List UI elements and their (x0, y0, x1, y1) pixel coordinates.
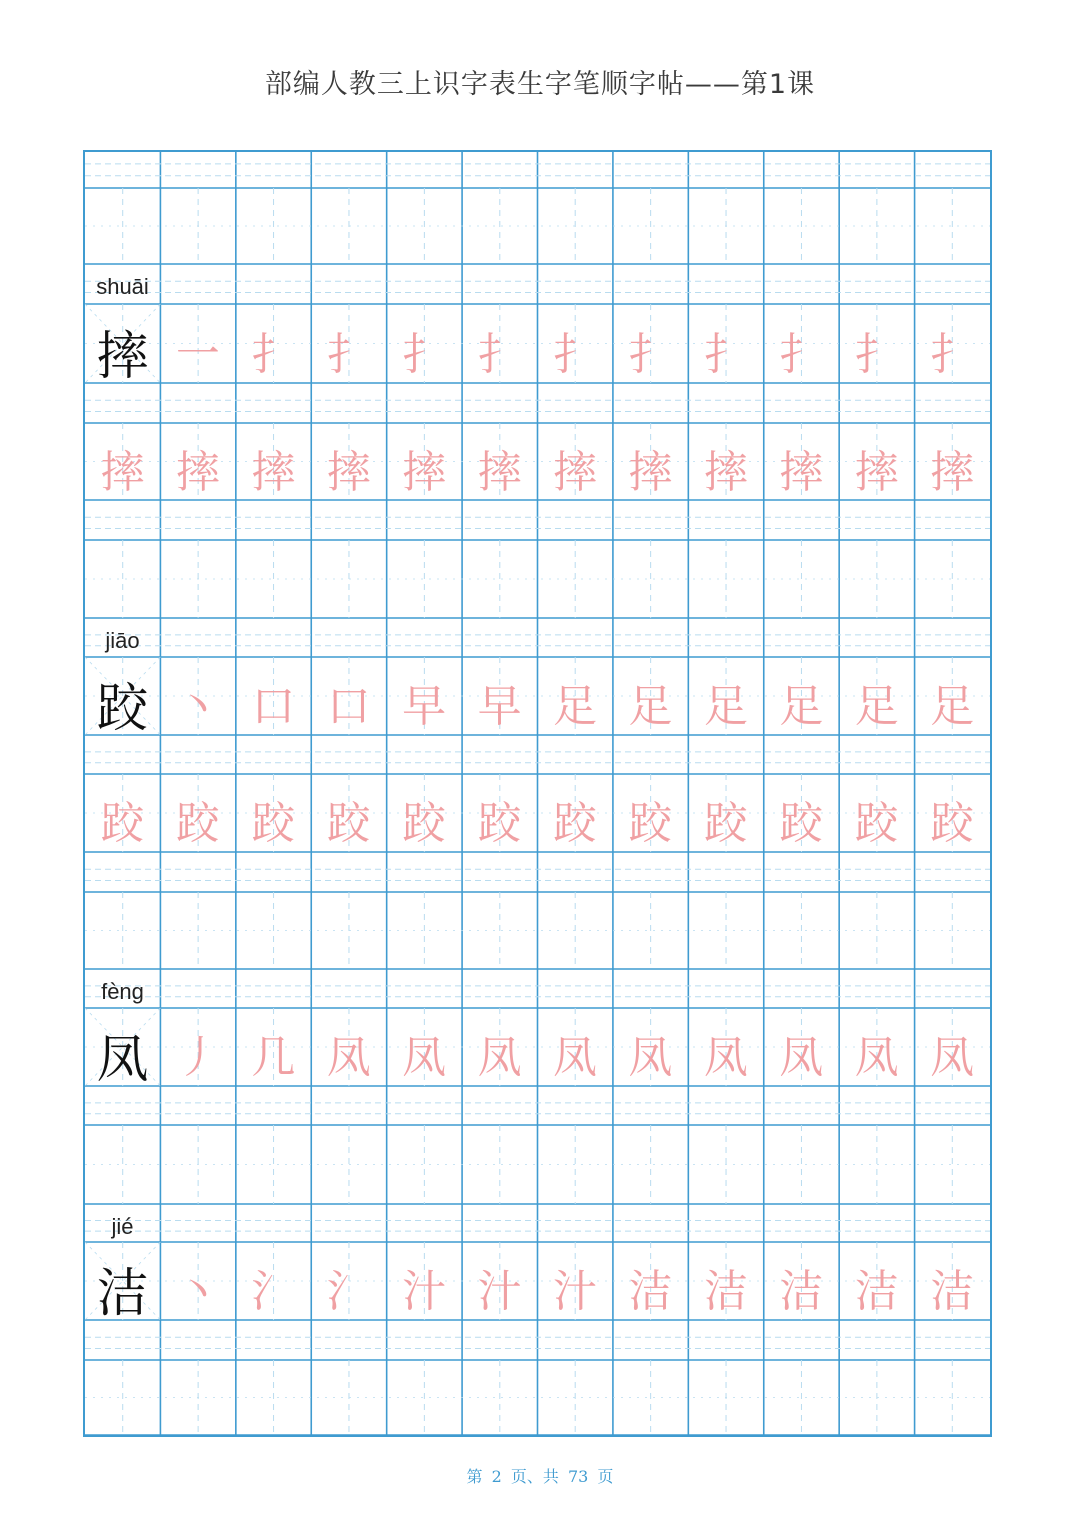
stroke-step-character: 洁 (779, 1266, 824, 1317)
stroke-step-character: 凤 (477, 1032, 522, 1083)
stroke-step-character: 跤 (930, 798, 975, 849)
stroke-step-character: 摔 (854, 446, 899, 498)
stroke-step-character: 摔 (930, 446, 975, 498)
stroke-step-character: 凤 (402, 1032, 447, 1083)
stroke-step-character: 跤 (779, 798, 824, 849)
model-character: 跤 (96, 679, 149, 739)
stroke-step-character: 摔 (477, 446, 522, 498)
stroke-step-character: 足 (779, 681, 824, 732)
stroke-step-character: 凤 (703, 1032, 748, 1083)
stroke-step-character: 跤 (175, 798, 220, 849)
stroke-step-character: 扌 (553, 328, 597, 380)
stroke-step-character: 足 (930, 681, 975, 732)
stroke-step-character: 洁 (930, 1266, 975, 1317)
stroke-step-character: 氵 (251, 1266, 296, 1317)
stroke-step-character: 扌 (703, 328, 748, 380)
stroke-step-character: 凤 (326, 1032, 371, 1083)
stroke-step-character: 口 (251, 681, 296, 732)
stroke-step-character: 凤 (553, 1032, 597, 1083)
stroke-step-character: 丶 (175, 1266, 220, 1317)
stroke-step-character: 扌 (402, 328, 447, 380)
stroke-step-character: 扌 (326, 328, 371, 380)
stroke-step-character: 跤 (628, 798, 673, 849)
stroke-step-character: 扌 (477, 328, 522, 380)
stroke-step-character: 摔 (100, 446, 145, 498)
stroke-step-character: 口 (326, 681, 371, 732)
stroke-step-character: 扌 (854, 328, 899, 380)
stroke-step-character: 扌 (251, 328, 296, 380)
stroke-step-character: 洁 (628, 1266, 673, 1317)
stroke-step-character: 足 (854, 681, 899, 732)
pinyin-label: jiāo (105, 628, 140, 653)
page-footer: 第 2 页、共 73 页 (466, 1467, 614, 1486)
stroke-step-character: 凤 (628, 1032, 673, 1083)
stroke-step-character: 摔 (553, 446, 597, 498)
stroke-step-character: 洁 (854, 1266, 899, 1317)
stroke-step-character: 跤 (477, 798, 522, 849)
stroke-step-character: 汁 (402, 1266, 447, 1317)
stroke-step-character: 汁 (553, 1266, 597, 1317)
stroke-step-character: 摔 (402, 446, 447, 498)
stroke-step-character: 跤 (100, 798, 145, 849)
stroke-step-character: 早 (402, 681, 447, 732)
model-character: 洁 (96, 1264, 149, 1324)
stroke-step-character: 摔 (703, 446, 748, 498)
stroke-step-character: 足 (628, 681, 673, 732)
stroke-step-character: 扌 (930, 328, 975, 380)
stroke-step-character: 丿 (175, 1032, 220, 1083)
stroke-step-character: 摔 (251, 446, 296, 498)
model-character: 凤 (96, 1030, 149, 1090)
stroke-step-character: 洁 (703, 1266, 748, 1317)
stroke-step-character: 凤 (930, 1032, 975, 1083)
stroke-step-character: 摔 (628, 446, 673, 498)
stroke-step-character: 一 (175, 328, 220, 380)
page-title: 部编人教三上识字表生字笔顺字帖——第1课 (264, 69, 816, 100)
stroke-step-character: 几 (251, 1032, 296, 1083)
stroke-step-character: 凤 (854, 1032, 899, 1083)
stroke-step-character: 丶 (175, 681, 220, 732)
stroke-step-character: 跤 (251, 798, 296, 849)
stroke-step-character: 跤 (854, 798, 899, 849)
stroke-step-character: 跤 (553, 798, 597, 849)
stroke-step-character: 凤 (779, 1032, 824, 1083)
stroke-step-character: 扌 (779, 328, 824, 380)
practice-grid (83, 150, 992, 1437)
stroke-step-character: 早 (477, 681, 522, 732)
stroke-step-character: 摔 (326, 446, 371, 498)
stroke-step-character: 氵 (326, 1266, 371, 1317)
model-character: 摔 (96, 326, 149, 387)
stroke-step-character: 扌 (628, 328, 673, 380)
stroke-step-character: 摔 (175, 446, 220, 498)
stroke-step-character: 汁 (477, 1266, 522, 1317)
pinyin-label: jié (111, 1214, 134, 1239)
stroke-step-character: 摔 (779, 446, 824, 498)
stroke-step-character: 足 (703, 681, 748, 732)
stroke-step-character: 跤 (326, 798, 371, 849)
stroke-step-character: 足 (553, 681, 597, 732)
stroke-step-character: 跤 (402, 798, 447, 849)
pinyin-label: fèng (101, 979, 144, 1004)
stroke-step-character: 跤 (703, 798, 748, 849)
pinyin-label: shuāi (96, 274, 149, 299)
